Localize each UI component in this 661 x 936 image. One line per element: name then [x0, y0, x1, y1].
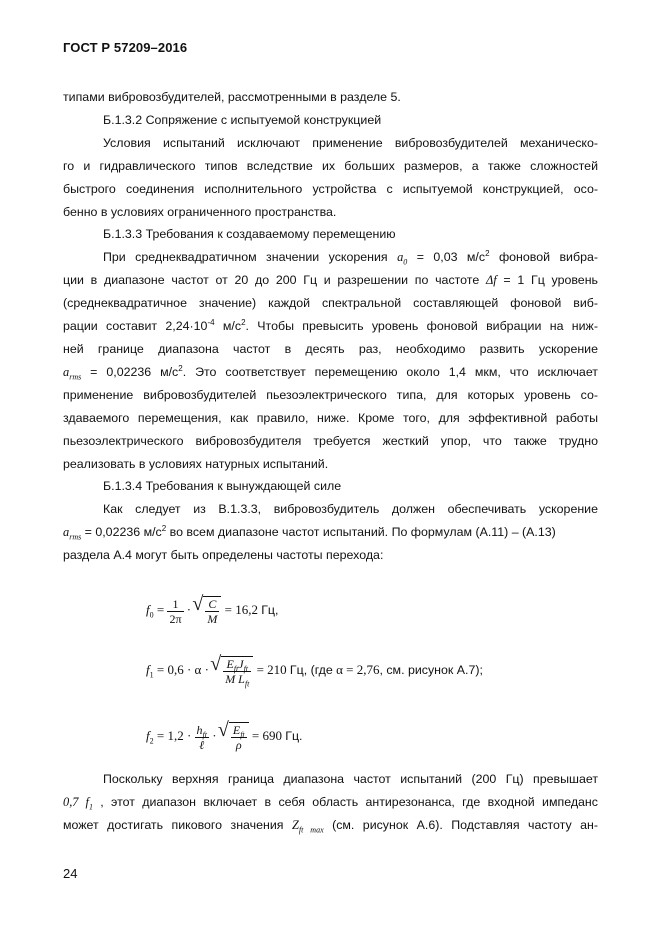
body-text	[63, 86, 598, 567]
text-line: 0,7 $f_1$ , этот диапазон включает в себя область антирезонанса, где входной импеданс	[63, 794, 598, 812]
section-heading-b1-3-3: Б.1.3.3 Требования к создаваемому перемещению	[103, 227, 396, 242]
section-heading-b1-3-2: Б.1.3.2 Сопряжение с испытуемой конструкцией	[103, 112, 382, 127]
text-line: $a_{rms} = 0,02236$ $м/с^2$ во всем диапазоне частот испытаний. По формулам (А.11) – (А.13)	[63, 524, 556, 542]
text-line: здаваемого перемещения, как правило, ниже. Кроме того, для эффективной работы	[63, 410, 598, 425]
text-line: быстрого соединения исполнительного устройства с испытуемой конструкцией, осо-	[63, 181, 598, 196]
symbol-arms: $a_{rms}$	[63, 525, 82, 542]
symbol-arms: $a_{rms}$	[63, 364, 82, 382]
text-line: ции в диапазоне частот от 20 до 200 Гц и разрешении по частоте Δf = 1 Гц уровень	[63, 273, 598, 288]
text-line: типами вибровозбудителей, рассмотренными в разделе 5.	[63, 90, 401, 104]
formula-f1: $f_1 = 0,6 \cdot \alpha$ · √ $\frac{E_{ft}J_{ft}}{M L_{ft}}$ = 210 Гц, (где α = 2,76, см. рисунок А.7);	[146, 656, 483, 686]
text-line: может достигать пикового значения $Z_{ft max}$ (см. рисунок А.6). Подставляя частоту ан-	[63, 817, 598, 835]
text-line: раздела А.4 могут быть определены частоты перехода:	[63, 548, 384, 563]
text-line: го и гидравлического типов вследствие их больших размеров, а также сложностей	[63, 158, 598, 173]
text-line: рации составит $2,24\cdot 10^{-4}$ $м/с^2$. Чтобы превысить уровень фоновой вибрации на ниж-	[63, 317, 598, 334]
text-line: Как следует из В.1.3.3, вибровозбудитель должен обеспечивать ускорение	[103, 502, 598, 517]
text-line: применение вибровозбудителей пьезоэлектрического типа, для которых уровень со-	[63, 387, 598, 402]
text-line: Поскольку верхняя граница диапазона частот испытаний (200 Гц) превышает	[103, 772, 598, 786]
formula-f2: $f_2 = 1,2$ · $\frac{h_{ft}}{\text{ℓ}}$ · √ $\frac{E_{ft}}{\rho}$ = 690 Гц.	[146, 722, 302, 752]
text-line: (среднеквадратичное значение) каждой спектральной составляющей фоновой виб-	[63, 296, 598, 311]
symbol-zft-max: $Z_{ft max}$	[291, 817, 324, 835]
text-line: пьезоэлектрического вибровозбудителя требуется жесткий упор, что также трудно	[63, 433, 598, 448]
page-number: 24	[63, 866, 78, 881]
text-line: $a_{rms} = 0,02236$ $м/с^2$. Это соответствует перемещению около 1,4 мкм, что исключает	[63, 363, 598, 382]
document-header: ГОСТ Р 57209–2016	[63, 40, 188, 55]
section-heading-b1-3-4: Б.1.3.4 Требования к вынуждающей силе	[103, 479, 342, 494]
text-line: ней границе диапазона частот в десять раз, необходимо развить ускорение	[63, 341, 598, 356]
text-line: бенно в условиях ограниченного пространства.	[63, 204, 337, 219]
symbol-a0: $a_0$	[397, 250, 408, 267]
text-line: реализовать в условиях натурных испытаний.	[63, 456, 329, 471]
text-line: При среднеквадратичном значении ускорения $a_0 = 0,03$ $м/с^2$ фоновой вибра-	[103, 249, 598, 267]
formula-f0: $f_0$ = $\frac{1}{2\pi}$ · √ $\frac{C}{M}$ = 16,2 Гц,	[146, 596, 278, 626]
body-text-final	[63, 768, 598, 837]
symbol-0-7-f1: 0,7 $f_1$	[63, 794, 93, 812]
symbol-delta-f: Δf	[485, 273, 497, 288]
text-line: Условия испытаний исключают применение вибровозбудителей механическо-	[103, 135, 598, 150]
